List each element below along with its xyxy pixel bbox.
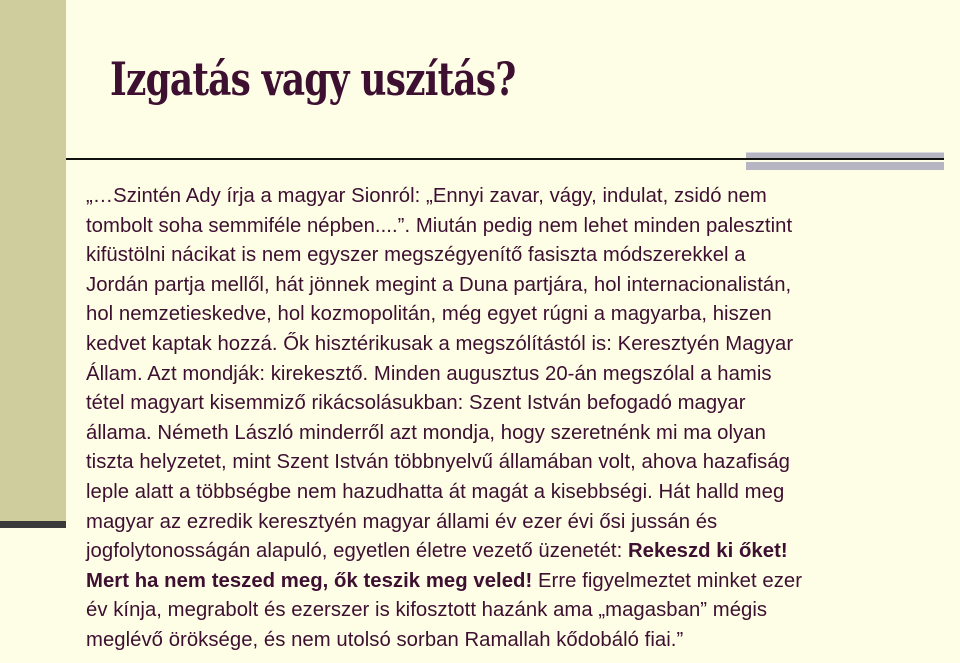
- side-bar-bottom-edge: [0, 521, 66, 528]
- quote-line: tombolt soha semmiféle népben....”. Miután pedig nem lehet minden palesztint: [86, 214, 793, 237]
- quote-body: [86, 182, 952, 656]
- quote-line: meglévő öröksége, és nem utolsó sorban Ramallah kődobáló fiai.”: [86, 628, 684, 651]
- decorative-side-bar: [0, 0, 66, 528]
- quote-line: jogfolytonosságán alapuló, egyetlen életre vezető üzenetét:: [86, 540, 628, 563]
- quote-line: Állam. Azt mondják: kirekesztő. Minden augusztus 20-án megszólal a hamis: [86, 362, 772, 385]
- quote-line: kedvet kaptak hozzá. Ők hisztérikusak a megszólítástól is: Keresztyén Magyar: [86, 332, 794, 355]
- quote-line: tétel magyart kisemmiző rikácsolásukban: Szent István befogadó magyar: [86, 392, 746, 415]
- emphasized-sentence: Mert ha nem teszed meg, ők teszik meg veled!: [86, 569, 533, 592]
- title-rule-accent-lower: [746, 162, 944, 170]
- quote-line: „…Szintén Ady írja a magyar Sionról: „Ennyi zavar, vágy, indulat, zsidó nem: [86, 185, 767, 207]
- quote-line: magyar az ezredik keresztyén magyar állami év ezer évi ősi jussán és: [86, 510, 718, 533]
- title-divider: [66, 158, 944, 160]
- slide-title: Izgatás vagy uszítás?: [110, 52, 516, 106]
- quote-line: Erre figyelmeztet minket ezer: [532, 569, 803, 592]
- quote-line: Jordán partja mellől, hát jönnek megint a Duna partjára, hol internacionalistán,: [86, 273, 792, 296]
- quote-line: leple alatt a többségbe nem hazudhatta át magát a kisebbségi. Hát halld meg: [86, 480, 785, 503]
- quote-line: kifüstölni nácikat is nem egyszer megszégyenítő fasiszta módszerekkel a: [86, 244, 746, 267]
- quote-line: állama. Németh László minderről azt mondja, hogy szeretnénk mi ma olyan: [86, 421, 766, 444]
- emphasized-phrase: Rekeszd ki őket!: [627, 540, 788, 563]
- quote-line: hol nemzetieskedve, hol kozmopolitán, még egyet rúgni a magyarba, hiszen: [86, 303, 772, 326]
- quote-line: tiszta helyzetet, mint Szent István többnyelvű államában volt, ahova hazafiság: [86, 451, 790, 474]
- quote-line: év kínja, megrabolt és ezerszer is kifosztott hazánk ama „magasban” mégis: [86, 599, 768, 622]
